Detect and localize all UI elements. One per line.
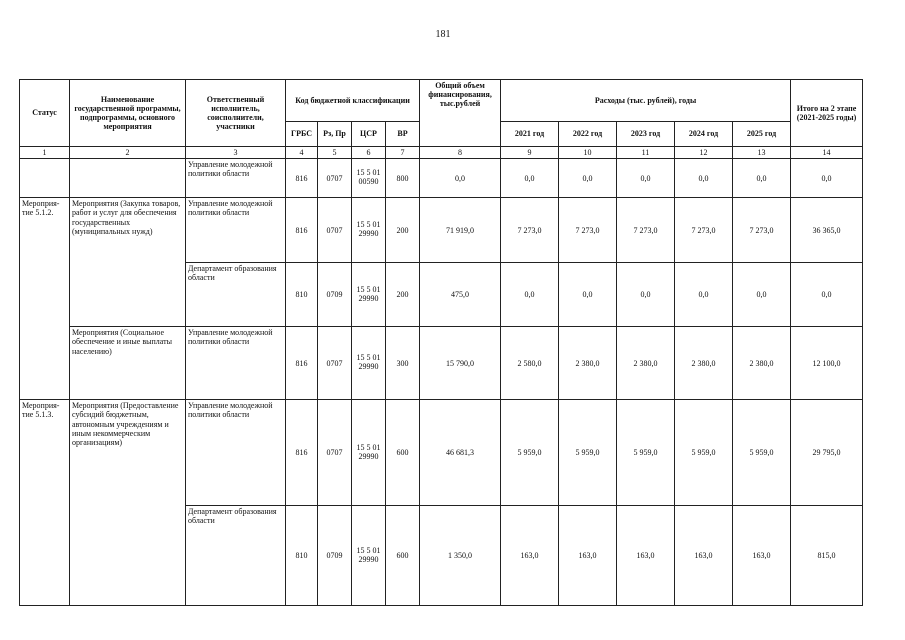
header-rzpr: Рз, Пр	[318, 122, 352, 147]
header-y2021: 2021 год	[501, 122, 559, 147]
y2024-cell: 2 380,0	[675, 327, 733, 400]
y2025-cell: 2 380,0	[733, 327, 791, 400]
y2022-cell: 163,0	[559, 506, 617, 606]
header-status: Статус	[20, 80, 70, 147]
csr-line: 15 5 01	[356, 353, 381, 363]
y2025-cell: 5 959,0	[733, 400, 791, 506]
header-y2024: 2024 год	[675, 122, 733, 147]
y2025-cell: 0,0	[733, 159, 791, 198]
col-number: 1	[20, 147, 70, 159]
header-grbs: ГРБС	[286, 122, 318, 147]
y2023-cell: 0,0	[617, 263, 675, 327]
table-row	[20, 400, 863, 506]
col-number: 10	[559, 147, 617, 159]
y2021-cell: 7 273,0	[501, 198, 559, 263]
csr-line: 29990	[358, 362, 379, 372]
vr-cell: 200	[386, 263, 420, 327]
name-cell: Мероприятия (Предоставление субсидий бюджетным, автономным учреждениям и иным некоммерческим организациям)	[70, 400, 186, 606]
col-number: 13	[733, 147, 791, 159]
y2021-cell: 0,0	[501, 159, 559, 198]
y2023-cell: 2 380,0	[617, 327, 675, 400]
csr-line: 00590	[358, 177, 379, 187]
executor-cell: Департамент образования области	[186, 506, 286, 606]
status-cell	[20, 159, 70, 198]
table-row	[20, 159, 863, 198]
table-row	[20, 327, 863, 400]
total-cell: 15 790,0	[420, 327, 501, 400]
csr-line: 15 5 01	[356, 545, 381, 555]
csr-line: 29990	[358, 229, 379, 239]
csr-line: 15 5 01	[356, 442, 381, 452]
y2022-cell: 7 273,0	[559, 198, 617, 263]
csr-line: 29990	[358, 293, 379, 303]
y2021-cell: 163,0	[501, 506, 559, 606]
rzpr-cell: 0707	[318, 400, 352, 506]
csr-cell	[352, 327, 386, 400]
total-cell: 71 919,0	[420, 198, 501, 263]
rzpr-cell: 0709	[318, 263, 352, 327]
csr-cell	[352, 263, 386, 327]
total-cell: 475,0	[420, 263, 501, 327]
csr-line: 29990	[358, 451, 379, 461]
grbs-cell: 816	[286, 327, 318, 400]
header-expenses: Расходы (тыс. рублей), годы	[501, 80, 791, 122]
csr-cell	[352, 159, 386, 198]
budget-table	[19, 79, 863, 606]
y2024-cell: 0,0	[675, 159, 733, 198]
name-cell: Мероприятия (Социальное обеспечение и иные выплаты населению)	[70, 327, 186, 400]
header-executor: Ответственный исполнитель, соисполнители, участники	[186, 80, 286, 147]
col-number: 7	[386, 147, 420, 159]
itogo-cell: 0,0	[791, 159, 863, 198]
col-number: 14	[791, 147, 863, 159]
header-total: Общий объем финансирования, тыс.рублей	[420, 80, 501, 147]
csr-cell	[352, 198, 386, 263]
y2022-cell: 2 380,0	[559, 327, 617, 400]
itogo-cell: 0,0	[791, 263, 863, 327]
y2025-cell: 163,0	[733, 506, 791, 606]
col-number: 5	[318, 147, 352, 159]
y2024-cell: 0,0	[675, 263, 733, 327]
status-cell: Мероприя-тие 5.1.2.	[20, 198, 70, 400]
total-cell: 46 681,3	[420, 400, 501, 506]
itogo-cell: 36 365,0	[791, 198, 863, 263]
table-row	[20, 198, 863, 263]
csr-line: 15 5 01	[356, 220, 381, 230]
header-y2025: 2025 год	[733, 122, 791, 147]
col-number: 9	[501, 147, 559, 159]
y2025-cell: 0,0	[733, 263, 791, 327]
y2021-cell: 0,0	[501, 263, 559, 327]
grbs-cell: 810	[286, 506, 318, 606]
vr-cell: 800	[386, 159, 420, 198]
y2022-cell: 5 959,0	[559, 400, 617, 506]
executor-cell: Управление молодежной политики области	[186, 198, 286, 263]
col-number: 6	[352, 147, 386, 159]
name-cell	[70, 159, 186, 198]
executor-cell: Департамент образования области	[186, 263, 286, 327]
col-number: 3	[186, 147, 286, 159]
y2022-cell: 0,0	[559, 263, 617, 327]
col-number: 11	[617, 147, 675, 159]
csr-cell	[352, 506, 386, 606]
grbs-cell: 816	[286, 159, 318, 198]
col-number: 2	[70, 147, 186, 159]
grbs-cell: 816	[286, 198, 318, 263]
col-number: 4	[286, 147, 318, 159]
y2023-cell: 163,0	[617, 506, 675, 606]
header-csr: ЦСР	[352, 122, 386, 147]
total-cell: 1 350,0	[420, 506, 501, 606]
vr-cell: 600	[386, 400, 420, 506]
col-number: 8	[420, 147, 501, 159]
y2023-cell: 7 273,0	[617, 198, 675, 263]
y2023-cell: 5 959,0	[617, 400, 675, 506]
header-y2023: 2023 год	[617, 122, 675, 147]
executor-cell: Управление молодежной политики области	[186, 400, 286, 506]
csr-line: 15 5 01	[356, 168, 381, 178]
y2021-cell: 5 959,0	[501, 400, 559, 506]
y2021-cell: 2 580,0	[501, 327, 559, 400]
rzpr-cell: 0707	[318, 327, 352, 400]
y2024-cell: 5 959,0	[675, 400, 733, 506]
col-number: 12	[675, 147, 733, 159]
csr-cell	[352, 400, 386, 506]
page-number: 181	[435, 29, 451, 40]
vr-cell: 300	[386, 327, 420, 400]
rzpr-cell: 0709	[318, 506, 352, 606]
header-name: Наименование государственной программы, подпрограммы, основного мероприятия	[70, 80, 186, 147]
y2024-cell: 163,0	[675, 506, 733, 606]
header-itogo: Итого на 2 этапе (2021-2025 годы)	[791, 80, 863, 147]
rzpr-cell: 0707	[318, 198, 352, 263]
y2023-cell: 0,0	[617, 159, 675, 198]
csr-line: 15 5 01	[356, 284, 381, 294]
executor-cell: Управление молодежной политики области	[186, 159, 286, 198]
grbs-cell: 810	[286, 263, 318, 327]
header-y2022: 2022 год	[559, 122, 617, 147]
rzpr-cell: 0707	[318, 159, 352, 198]
header-vr: ВР	[386, 122, 420, 147]
total-cell: 0,0	[420, 159, 501, 198]
executor-cell: Управление молодежной политики области	[186, 327, 286, 400]
name-cell: Мероприятия (Закупка товаров, работ и услуг для обеспечения государственных (муниципальных нужд)	[70, 198, 186, 327]
itogo-cell: 29 795,0	[791, 400, 863, 506]
itogo-cell: 12 100,0	[791, 327, 863, 400]
header-bk-code: Код бюджетной классификации	[286, 80, 420, 122]
y2025-cell: 7 273,0	[733, 198, 791, 263]
csr-line: 29990	[358, 554, 379, 564]
column-numbers-row	[20, 147, 863, 159]
status-cell: Мероприя-тие 5.1.3.	[20, 400, 70, 606]
vr-cell: 200	[386, 198, 420, 263]
y2022-cell: 0,0	[559, 159, 617, 198]
vr-cell: 600	[386, 506, 420, 606]
y2024-cell: 7 273,0	[675, 198, 733, 263]
grbs-cell: 816	[286, 400, 318, 506]
itogo-cell: 815,0	[791, 506, 863, 606]
